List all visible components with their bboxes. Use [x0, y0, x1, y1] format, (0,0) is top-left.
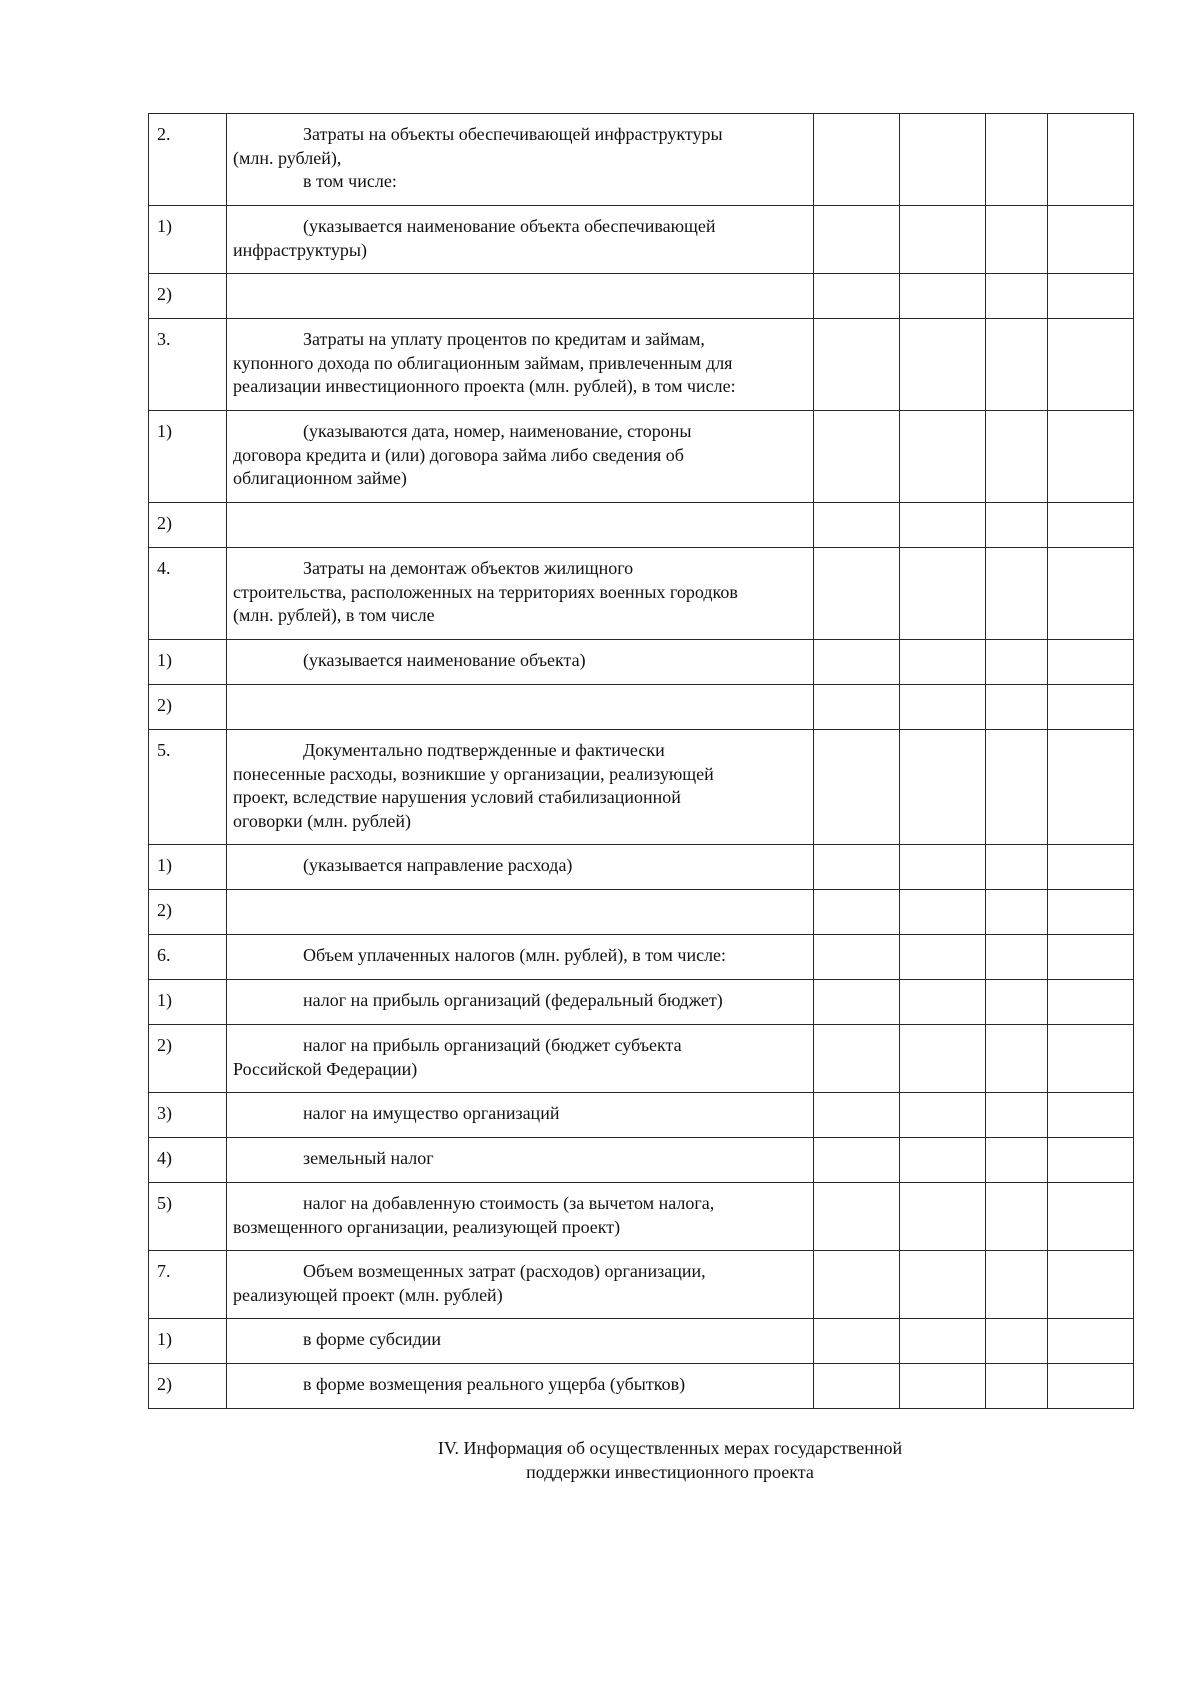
value-cell: [814, 1025, 900, 1093]
value-cell: [900, 1183, 986, 1251]
row-description-cell: [227, 640, 814, 685]
description-line: в форме возмещения реального ущерба (убытков): [303, 1374, 686, 1394]
description-line: в том числе:: [303, 171, 397, 191]
value-cell: [900, 1364, 986, 1409]
value-cell: [900, 206, 986, 274]
table-row: [149, 1138, 1134, 1183]
value-cell: [986, 1025, 1048, 1093]
value-cell: [814, 935, 900, 980]
row-description-cell: [227, 206, 814, 274]
value-cell: [986, 1251, 1048, 1319]
value-cell: [1048, 274, 1134, 319]
value-cell: [814, 274, 900, 319]
description-line: проект, вследствие нарушения условий стабилизационной: [233, 787, 681, 807]
row-description-cell: [227, 1251, 814, 1319]
table-body: [149, 114, 1134, 1409]
value-cell: [814, 1183, 900, 1251]
row-description-cell: [227, 1364, 814, 1409]
value-cell: [900, 274, 986, 319]
value-cell: [814, 411, 900, 503]
value-cell: [814, 206, 900, 274]
description-line: Российской Федерации): [233, 1058, 418, 1079]
row-number-cell: 4.: [149, 548, 227, 640]
value-cell: [986, 640, 1048, 685]
value-cell: [1048, 319, 1134, 411]
value-cell: [986, 1138, 1048, 1183]
value-cell: [986, 114, 1048, 206]
value-cell: [814, 730, 900, 845]
value-cell: [1048, 1138, 1134, 1183]
value-cell: [900, 685, 986, 730]
row-number-cell: 6.: [149, 935, 227, 980]
description-line: Объем уплаченных налогов (млн. рублей), в том числе:: [303, 945, 727, 965]
value-cell: [814, 1251, 900, 1319]
value-cell: [1048, 935, 1134, 980]
value-cell: [986, 1183, 1048, 1251]
row-description-cell: [227, 274, 814, 319]
value-cell: [900, 548, 986, 640]
table-row: [149, 980, 1134, 1025]
value-cell: [900, 890, 986, 935]
row-number-cell: 2): [149, 503, 227, 548]
description-line: (указывается наименование объекта): [303, 650, 586, 670]
value-cell: [900, 935, 986, 980]
table-row: [149, 1093, 1134, 1138]
description-line: Затраты на демонтаж объектов жилищного: [303, 558, 634, 578]
table-row: [149, 503, 1134, 548]
row-number-cell: 7.: [149, 1251, 227, 1319]
description-line: налог на прибыль организаций (бюджет субъекта: [303, 1035, 682, 1055]
row-number-cell: 5.: [149, 730, 227, 845]
description-line: оговорки (млн. рублей): [233, 810, 412, 831]
description-line: Затраты на уплату процентов по кредитам и займам,: [303, 329, 705, 349]
table-row: [149, 411, 1134, 503]
row-number-cell: 1): [149, 640, 227, 685]
value-cell: [814, 503, 900, 548]
section-heading: [350, 1436, 990, 1484]
row-number-cell: 1): [149, 411, 227, 503]
description-line: инфраструктуры): [233, 239, 367, 260]
description-line: Документально подтвержденные и фактически: [303, 740, 665, 760]
description-line: (указывается наименование объекта обеспечивающей: [303, 216, 716, 236]
row-description-cell: [227, 1025, 814, 1093]
row-number-cell: 2): [149, 1364, 227, 1409]
row-description-cell: [227, 1093, 814, 1138]
table-row: [149, 548, 1134, 640]
row-description-cell: [227, 890, 814, 935]
description-line: (млн. рублей), в том числе: [233, 605, 435, 625]
row-description-cell: [227, 1183, 814, 1251]
table-row: [149, 640, 1134, 685]
value-cell: [1048, 206, 1134, 274]
row-description-cell: [227, 319, 814, 411]
description-line: земельный налог: [303, 1148, 434, 1168]
value-cell: [1048, 845, 1134, 890]
row-number-cell: 3.: [149, 319, 227, 411]
description-line: (указывается направление расхода): [303, 855, 573, 875]
row-description-cell: [227, 503, 814, 548]
table-row: [149, 845, 1134, 890]
value-cell: [986, 730, 1048, 845]
value-cell: [986, 1364, 1048, 1409]
value-cell: [986, 274, 1048, 319]
value-cell: [986, 890, 1048, 935]
row-number-cell: 1): [149, 206, 227, 274]
value-cell: [814, 890, 900, 935]
value-cell: [986, 206, 1048, 274]
value-cell: [814, 685, 900, 730]
row-description-cell: [227, 685, 814, 730]
value-cell: [1048, 730, 1134, 845]
table-row: [149, 114, 1134, 206]
description-line: Объем возмещенных затрат (расходов) организации,: [303, 1261, 706, 1281]
table-row: [149, 1319, 1134, 1364]
value-cell: [1048, 1093, 1134, 1138]
value-cell: [1048, 1319, 1134, 1364]
value-cell: [814, 980, 900, 1025]
row-description-cell: [227, 548, 814, 640]
description-line: налог на имущество организаций: [303, 1103, 560, 1123]
description-line: реализации инвестиционного проекта (млн. рублей), в том числе:: [233, 376, 736, 396]
row-description-cell: [227, 730, 814, 845]
value-cell: [1048, 980, 1134, 1025]
section-heading-line-2: поддержки инвестиционного проекта: [526, 1462, 814, 1482]
value-cell: [814, 1364, 900, 1409]
value-cell: [1048, 1183, 1134, 1251]
row-description-cell: [227, 411, 814, 503]
value-cell: [814, 548, 900, 640]
value-cell: [1048, 890, 1134, 935]
value-cell: [900, 1138, 986, 1183]
value-cell: [986, 319, 1048, 411]
value-cell: [986, 1319, 1048, 1364]
value-cell: [814, 1093, 900, 1138]
section-heading-line-1: IV. Информация об осуществленных мерах государственной: [437, 1438, 903, 1458]
description-line: понесенные расходы, возникшие у организации, реализующей: [233, 763, 714, 784]
row-number-cell: 3): [149, 1093, 227, 1138]
data-table: [148, 113, 1134, 1409]
value-cell: [986, 503, 1048, 548]
value-cell: [900, 411, 986, 503]
table-row: [149, 206, 1134, 274]
description-line: реализующей проект (млн. рублей): [233, 1284, 503, 1305]
table-row: [149, 319, 1134, 411]
row-number-cell: 2.: [149, 114, 227, 206]
value-cell: [900, 1319, 986, 1364]
description-line: строительства, расположенных на территориях военных городков: [233, 581, 738, 602]
value-cell: [986, 980, 1048, 1025]
value-cell: [986, 685, 1048, 730]
value-cell: [814, 319, 900, 411]
value-cell: [1048, 548, 1134, 640]
value-cell: [900, 1251, 986, 1319]
row-number-cell: 1): [149, 1319, 227, 1364]
table-row: [149, 1251, 1134, 1319]
description-line: Затраты на объекты обеспечивающей инфраструктуры: [303, 124, 723, 144]
table-row: [149, 1025, 1134, 1093]
value-cell: [900, 980, 986, 1025]
description-line: (млн. рублей),: [233, 147, 342, 168]
row-description-cell: [227, 1319, 814, 1364]
value-cell: [986, 845, 1048, 890]
table-row: [149, 730, 1134, 845]
table-row: [149, 274, 1134, 319]
value-cell: [900, 1093, 986, 1138]
value-cell: [900, 1025, 986, 1093]
description-line: облигационном займе): [233, 468, 407, 488]
value-cell: [1048, 1025, 1134, 1093]
row-number-cell: 2): [149, 1025, 227, 1093]
value-cell: [814, 640, 900, 685]
value-cell: [986, 935, 1048, 980]
value-cell: [814, 114, 900, 206]
value-cell: [986, 1093, 1048, 1138]
value-cell: [814, 1319, 900, 1364]
row-description-cell: [227, 845, 814, 890]
description-line: купонного дохода по облигационным займам, привлеченным для: [233, 352, 733, 373]
description-line: возмещенного организации, реализующей проект): [233, 1216, 621, 1237]
row-number-cell: 2): [149, 890, 227, 935]
table-row: [149, 685, 1134, 730]
value-cell: [900, 845, 986, 890]
value-cell: [1048, 411, 1134, 503]
row-description-cell: [227, 935, 814, 980]
row-description-cell: [227, 1138, 814, 1183]
description-line: налог на прибыль организаций (федеральный бюджет): [303, 990, 723, 1010]
description-line: (указываются дата, номер, наименование, стороны: [303, 421, 692, 441]
value-cell: [900, 730, 986, 845]
table-row: [149, 1364, 1134, 1409]
value-cell: [1048, 114, 1134, 206]
row-number-cell: 5): [149, 1183, 227, 1251]
row-number-cell: 1): [149, 845, 227, 890]
value-cell: [814, 845, 900, 890]
row-description-cell: [227, 114, 814, 206]
value-cell: [986, 411, 1048, 503]
value-cell: [1048, 1251, 1134, 1319]
table-row: [149, 890, 1134, 935]
value-cell: [814, 1138, 900, 1183]
description-line: договора кредита и (или) договора займа либо сведения об: [233, 444, 684, 465]
value-cell: [900, 640, 986, 685]
value-cell: [900, 503, 986, 548]
description-line: в форме субсидии: [303, 1329, 441, 1349]
value-cell: [1048, 503, 1134, 548]
row-number-cell: 1): [149, 980, 227, 1025]
value-cell: [900, 319, 986, 411]
value-cell: [986, 548, 1048, 640]
row-number-cell: 2): [149, 274, 227, 319]
table-row: [149, 1183, 1134, 1251]
row-description-cell: [227, 980, 814, 1025]
row-number-cell: 4): [149, 1138, 227, 1183]
value-cell: [1048, 685, 1134, 730]
value-cell: [900, 114, 986, 206]
table-row: [149, 935, 1134, 980]
value-cell: [1048, 1364, 1134, 1409]
value-cell: [1048, 640, 1134, 685]
description-line: налог на добавленную стоимость (за вычетом налога,: [303, 1193, 715, 1213]
row-number-cell: 2): [149, 685, 227, 730]
